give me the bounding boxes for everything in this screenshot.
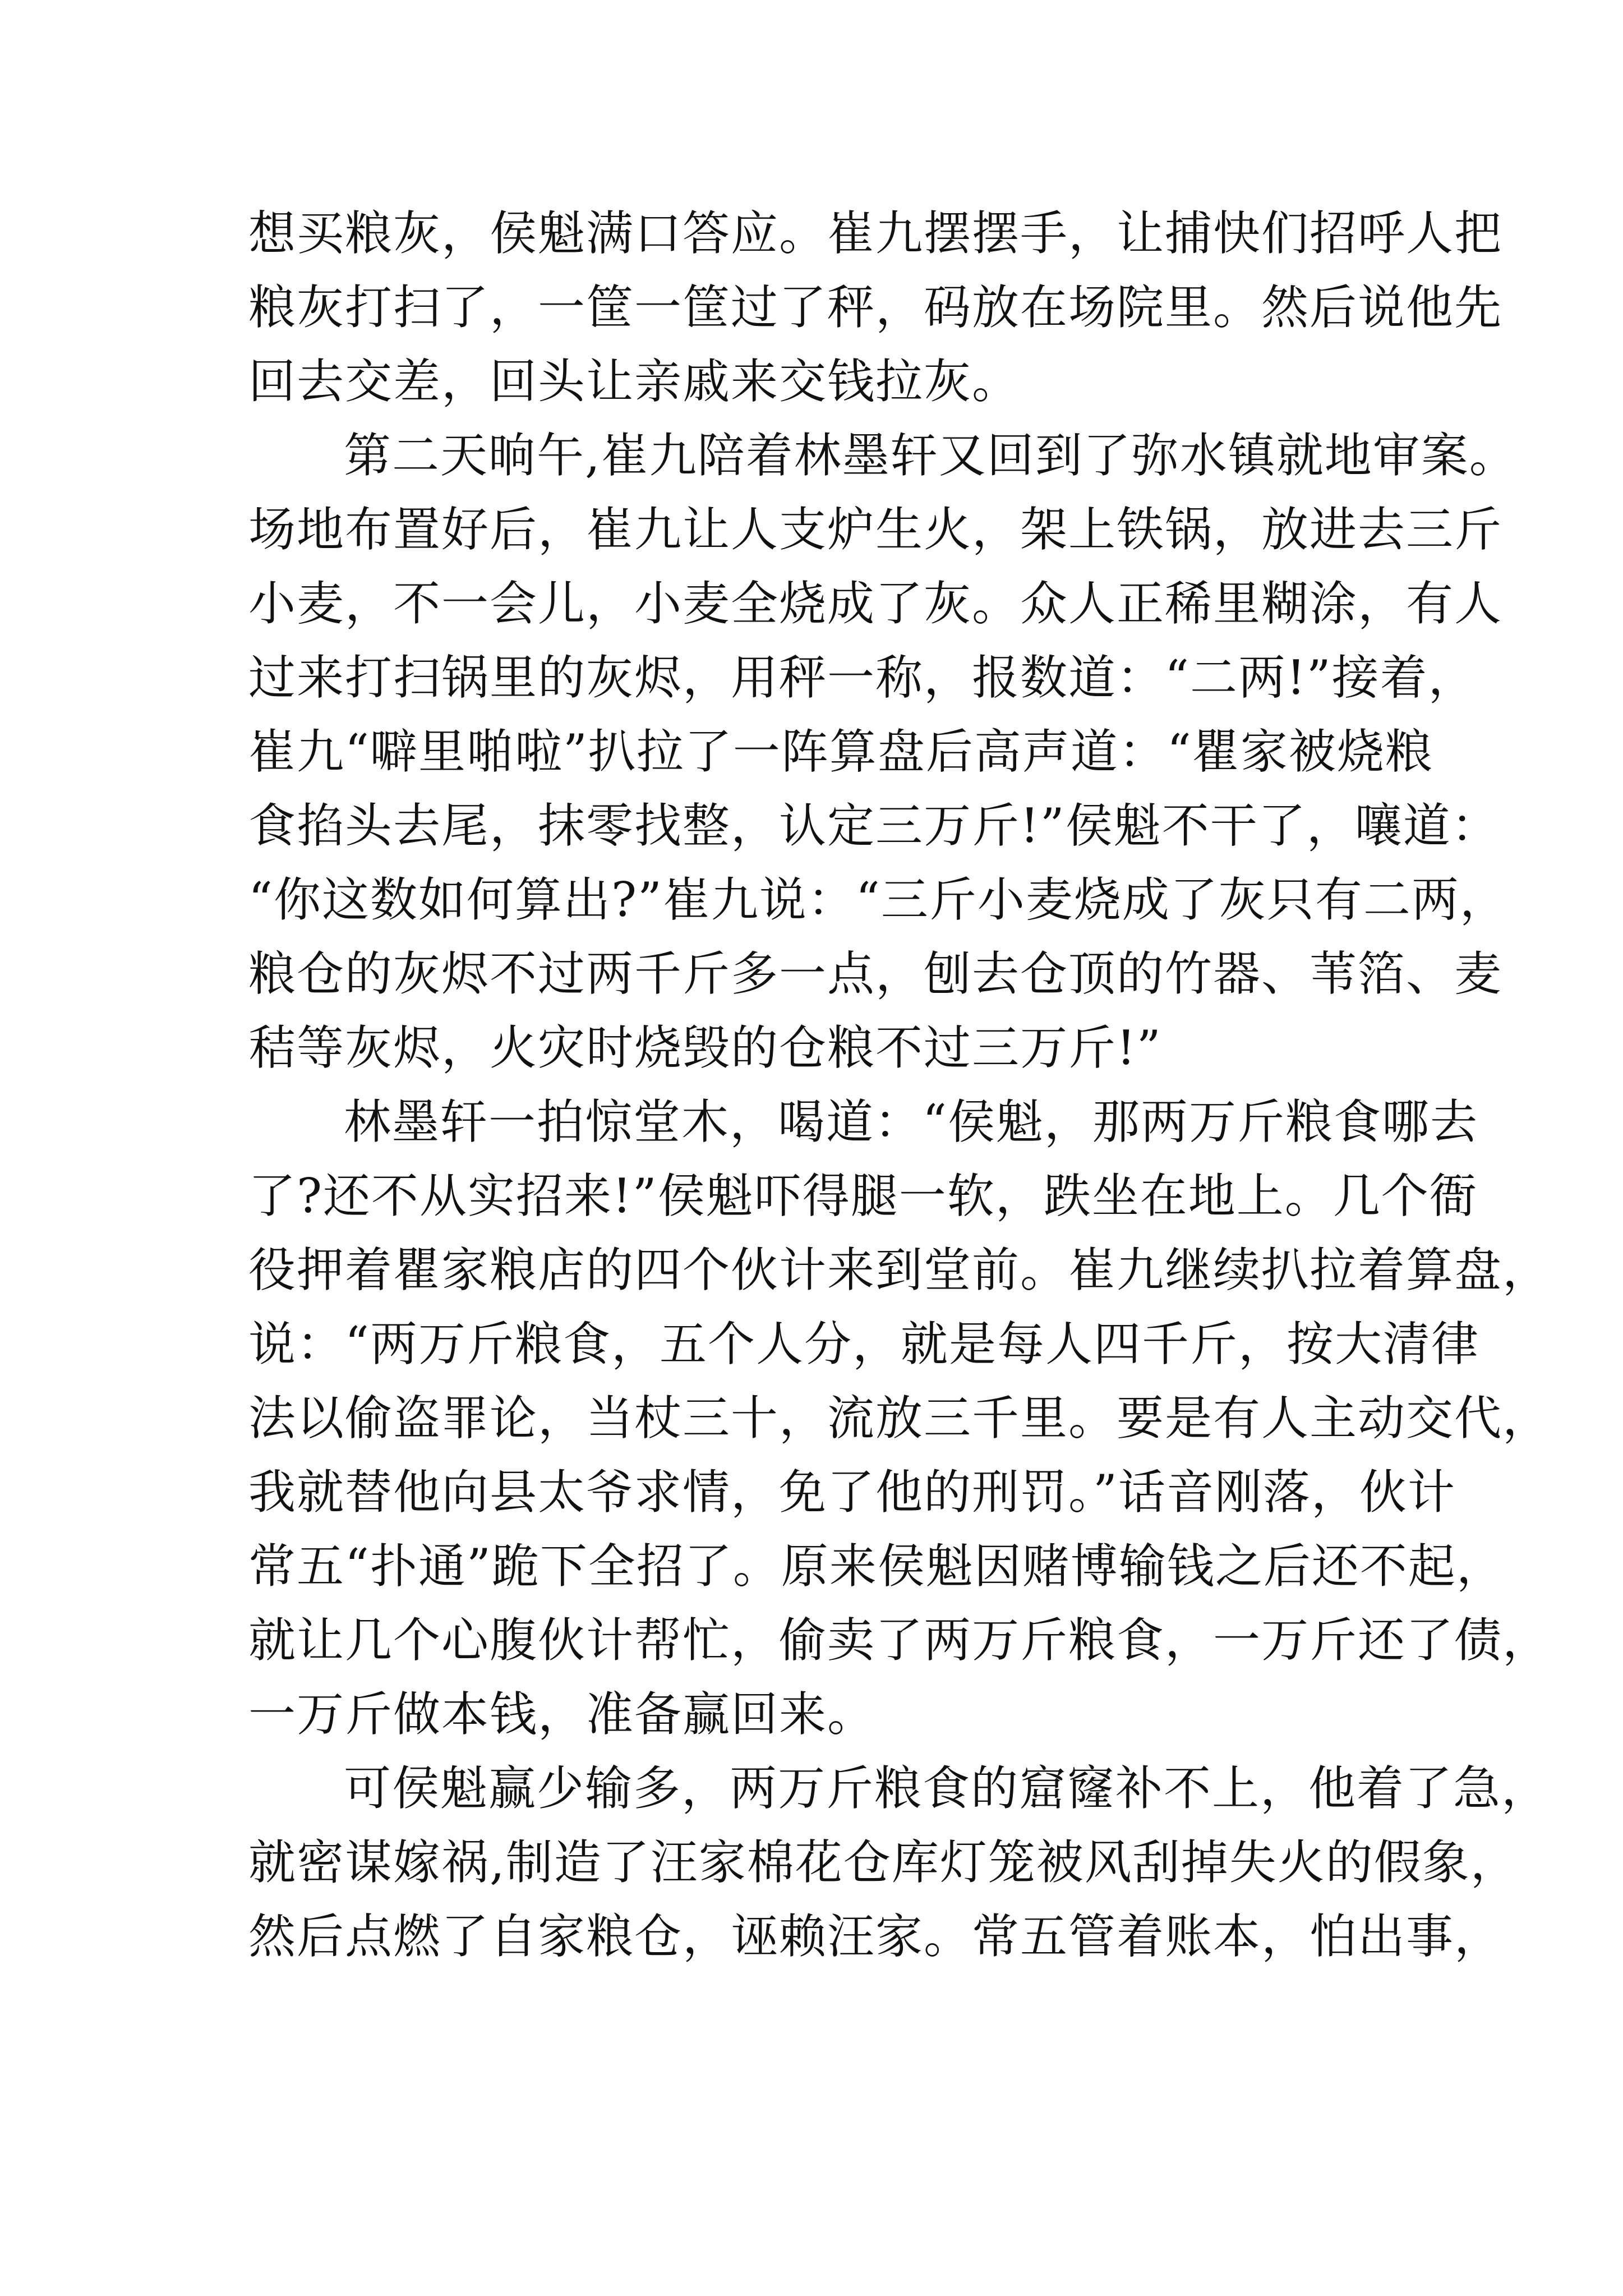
text-line: 秸等灰烬，火灾时烧毁的仓粮不过三万斤!” [248,1020,1162,1075]
text-line: 林墨轩一拍惊堂木，喝道：“侯魁，那两万斤粮食哪去 [344,1094,1478,1149]
text-line: 场地布置好后，崔九让人支炉生火，架上铁锅，放进去三斤 [248,502,1503,557]
text-line: 食掐头去尾，抹零找整，认定三万斤!”侯魁不干了，嚷道： [248,798,1500,853]
text-line: 崔九“噼里啪啦”扒拉了一阵算盘后高声道：“瞿家被烧粮 [248,724,1433,779]
paragraph [248,418,1518,1085]
text-line: 一万斤做本钱，准备赢回来。 [248,1687,876,1742]
paragraph [248,1085,1551,1751]
text-line: 就密谋嫁祸,制造了汪家棉花仓库灯笼被风刮掉失火的假象， [248,1835,1519,1890]
text-line: 过来打扫锅里的灰烬，用秤一称，报数道：“二两!”接着， [248,650,1477,705]
text-line: 常五“扑通”跪下全招了。原来侯魁因赌博输钱之后还不起， [248,1539,1505,1594]
text-line: 想买粮灰，侯魁满口答应。崔九摆摆手，让捕快们招呼人把 [248,206,1503,261]
text-line: 粮灰打扫了，一筐一筐过了秤，码放在场院里。然后说他先 [248,280,1503,335]
text-line: 回去交差，回头让亲戚来交钱拉灰。 [248,354,1021,409]
paragraph [248,196,1503,418]
text-line: 说：“两万斤粮食，五个人分，就是每人四千斤，按大清律 [248,1317,1479,1372]
text-line: 可侯魁赢少输多，两万斤粮食的窟窿补不上，他着了急， [344,1761,1550,1816]
text-line: 我就替他向县太爷求情，免了他的刑罚。”话音刚落，伙计 [248,1465,1456,1520]
text-line: 法以偷盗罪论，当杖三十，流放三千里。要是有人主动交代， [248,1391,1551,1446]
text-line: 粮仓的灰烬不过两千斤多一点，刨去仓顶的竹器、苇箔、麦 [248,946,1503,1001]
paragraph [248,1751,1550,1973]
text-line: 了?还不从实招来!”侯魁吓得腿一软，跌坐在地上。几个衙 [248,1168,1478,1223]
text-line: “你这数如何算出?”崔九说：“三斤小麦烧成了灰只有二两， [248,872,1508,927]
text-line: 小麦，不一会儿，小麦全烧成了灰。众人正稀里糊涂，有人 [248,576,1503,631]
text-line: 然后点燃了自家粮仓，诬赖汪家。常五管着账本，怕出事， [248,1909,1503,1964]
text-line: 第二天晌午,崔九陪着林墨轩又回到了弥水镇就地审案。 [344,428,1518,483]
body-text [248,196,1551,1973]
text-line: 役押着瞿家粮店的四个伙计来到堂前。崔九继续扒拉着算盘， [248,1243,1551,1297]
text-line: 就让几个心腹伙计帮忙，偷卖了两万斤粮食，一万斤还了债， [248,1613,1551,1668]
